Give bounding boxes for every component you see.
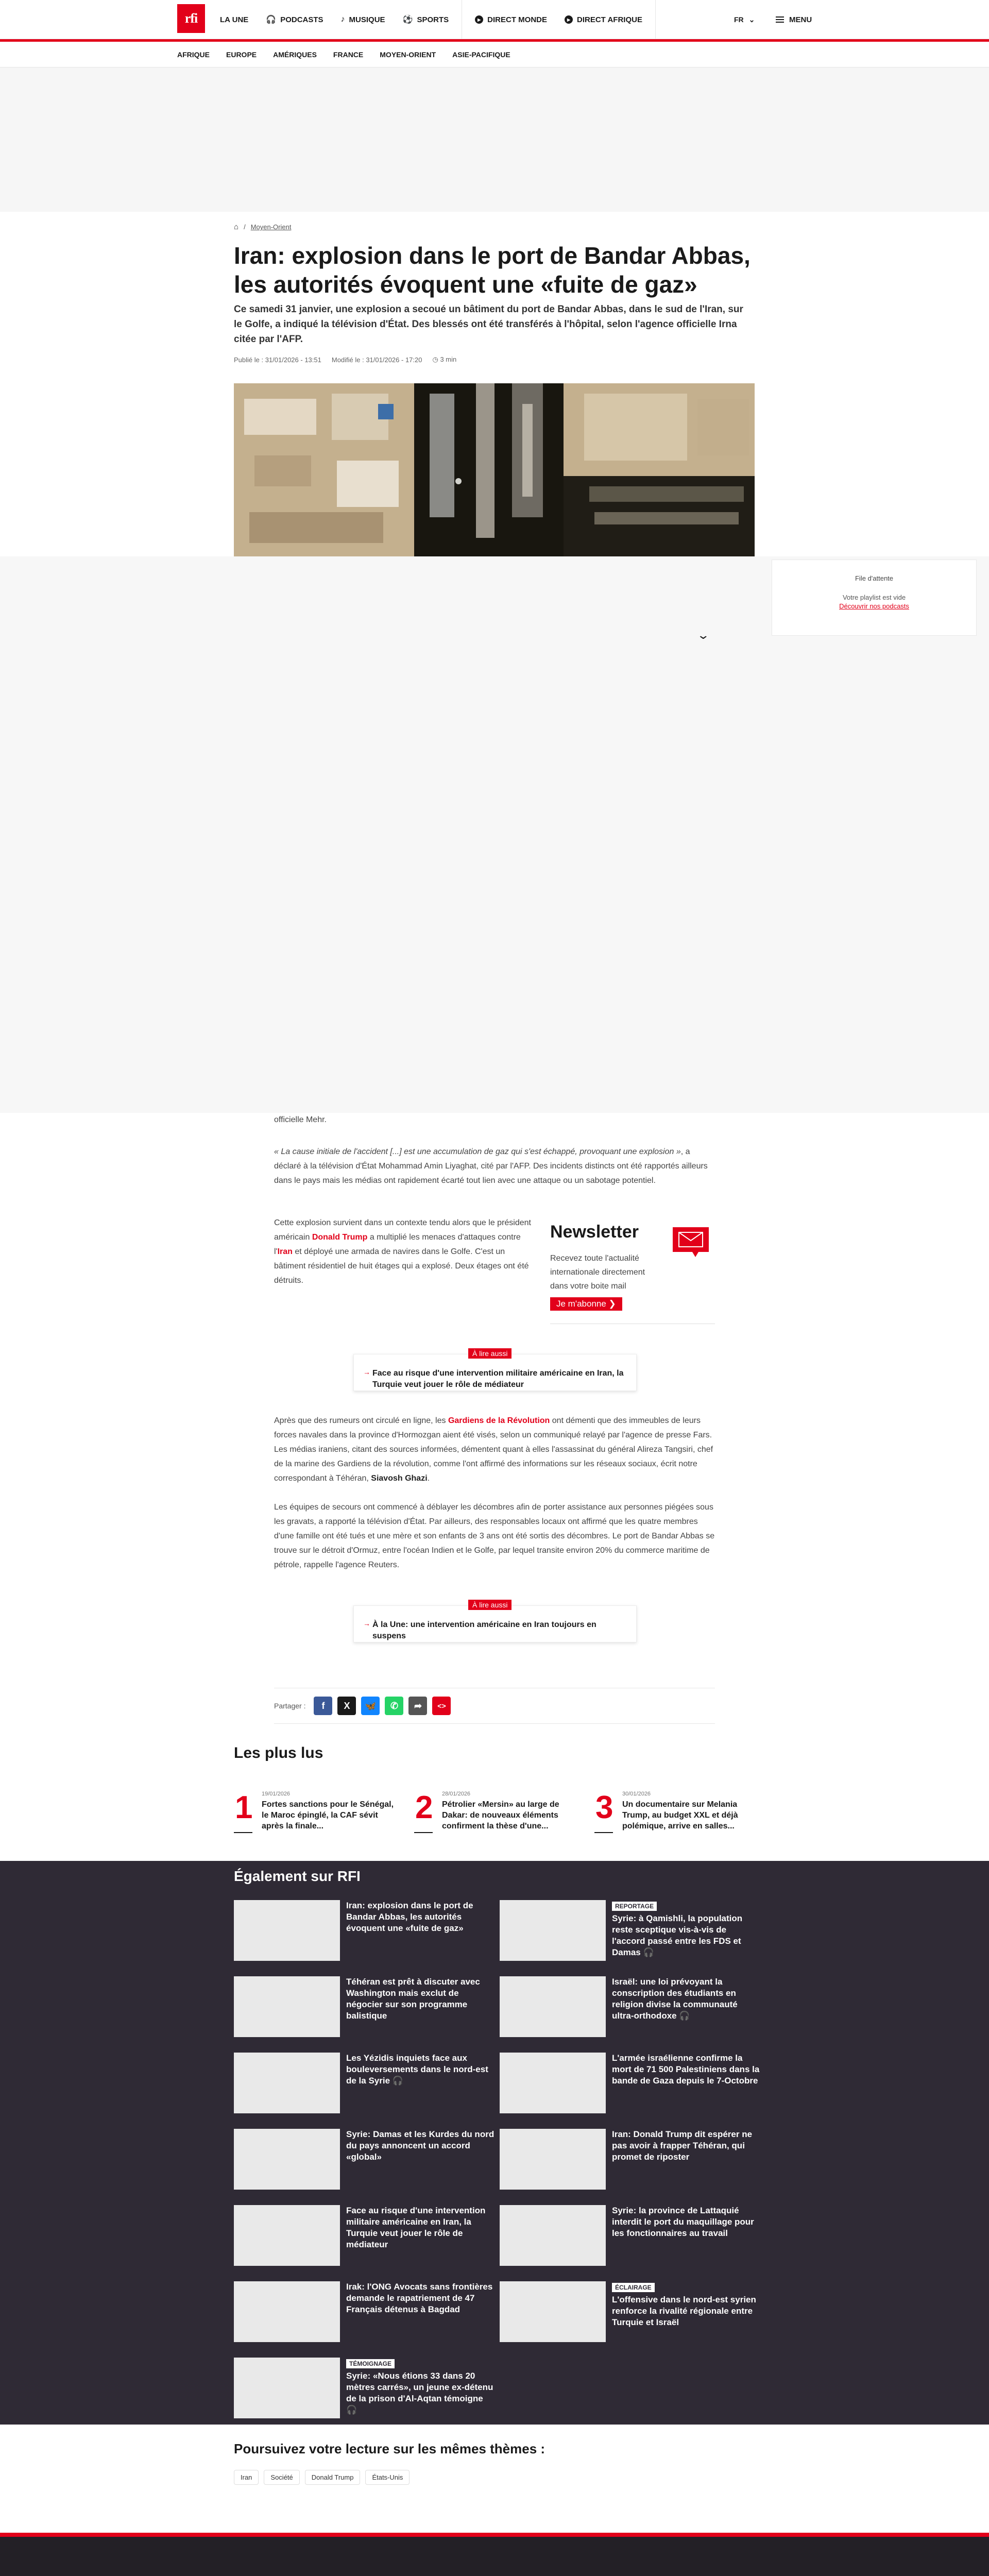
breadcrumb: [234, 223, 291, 231]
rfi-logo[interactable]: rfi: [177, 4, 205, 33]
headphones-icon: 🎧: [266, 15, 277, 24]
article-thumbnail: [500, 2053, 606, 2113]
article-card[interactable]: Israël: une loi prévoyant la conscription des étudiants en religion divise la communauté ultra-orthodoxe 🎧: [500, 1976, 760, 2038]
playlist-heading: File d'attente: [855, 574, 894, 582]
nav-podcasts[interactable]: 🎧 PODCASTS: [266, 15, 323, 24]
article-thumbnail: [500, 2129, 606, 2190]
bluesky-icon[interactable]: 🦋: [361, 1697, 380, 1715]
article-card[interactable]: Syrie: la province de Lattaquié interdit le port du maquillage pour les fonctionnaires au travail: [500, 2205, 760, 2267]
site-footer: [0, 2537, 989, 2576]
article-lead: Ce samedi 31 janvier, une explosion a secoué un bâtiment du port de Bandar Abbas, dans le sud de l'Iran, sur le Golfe, a indiqué la télévision d'État. Des blessés ont été transférés à l'hôpital, selon l'agence officielle Irna citée par l'AFP.: [234, 304, 743, 345]
media-overlay: [0, 556, 989, 1113]
link-gardiens-revolution[interactable]: Gardiens de la Révolution: [448, 1416, 550, 1425]
hero-image: [234, 383, 755, 556]
paragraph: Cette explosion survient dans un contexte tendu alors que le président américain Donald Trump a multiplié les menaces d'attaques contre l'Iran et déployé une armada de navires dans le Golfe. C'est un bâtiment résidentiel de huit étages qui a explosé. Deux étages ont été détruits.: [274, 1218, 531, 1285]
music-icon: ♪: [340, 15, 345, 24]
whatsapp-icon[interactable]: ✆: [385, 1697, 403, 1715]
playlist-panel: [772, 560, 977, 636]
article-thumbnail: [500, 1900, 606, 1961]
published-date: Publié le : 31/01/2026 - 13:51: [234, 355, 321, 364]
article-thumbnail: [234, 2281, 340, 2342]
article-card[interactable]: Téhéran est prêt à discuter avec Washington mais exclut de négocier sur son programme balistique: [234, 1976, 494, 2038]
tag-donald-trump[interactable]: Donald Trump: [305, 2470, 361, 2485]
menu-button[interactable]: MENU: [776, 0, 812, 39]
link-iran[interactable]: Iran: [277, 1247, 293, 1256]
arrow-icon: →: [363, 1368, 370, 1376]
read-also-tag: À lire aussi: [468, 1600, 511, 1610]
arrow-icon: →: [363, 1619, 370, 1628]
subscribe-button[interactable]: Je m'abonne ❯: [550, 1297, 622, 1311]
article-badge: TÉMOIGNAGE: [346, 2359, 395, 2368]
ball-icon: ⚽: [402, 15, 413, 24]
related-article-title: À la Une: une intervention américaine en Iran toujours en suspens: [372, 1620, 596, 1640]
section-moyen-orient[interactable]: MOYEN-ORIENT: [380, 50, 436, 59]
section-nav: [0, 42, 989, 67]
paragraph: officielle Mehr.: [274, 1115, 327, 1124]
play-icon: ▶: [475, 15, 483, 24]
footer-accent-line: [0, 2533, 989, 2537]
related-article-title: Face au risque d'une intervention militaire américaine en Iran, la Turquie veut jouer le rôle de médiateur: [372, 1369, 624, 1389]
article-card[interactable]: ÉCLAIRAGE L'offensive dans le nord-est syrien renforce la rivalité régionale entre Turquie et Israël: [500, 2281, 760, 2343]
article-card[interactable]: Les Yézidis inquiets face aux bouleversements dans le nord-est de la Syrie 🎧: [234, 2053, 494, 2114]
nav-direct-monde[interactable]: ▶ DIRECT MONDE: [466, 0, 556, 39]
article-card[interactable]: Syrie: Damas et les Kurdes du nord du pays annoncent un accord «global»: [234, 2129, 494, 2191]
newsletter-box: [550, 1216, 715, 1324]
article-thumbnail: [234, 2129, 340, 2190]
breadcrumb-moyen-orient[interactable]: Moyen-Orient: [250, 223, 292, 231]
article-meta: [234, 355, 456, 364]
tag-iran[interactable]: Iran: [234, 2470, 259, 2485]
article-card[interactable]: Iran: explosion dans le port de Bandar Abbas, les autorités évoquent une «fuite de gaz»: [234, 1900, 494, 1962]
read-time: ◷ 3 min: [432, 355, 457, 363]
nav-sports[interactable]: ⚽ SPORTS: [402, 15, 449, 24]
read-also-tag: À lire aussi: [468, 1348, 511, 1359]
article-thumbnail: [234, 2205, 340, 2266]
article-thumbnail: [234, 2053, 340, 2113]
nav-musique[interactable]: ♪ MUSIQUE: [340, 15, 385, 24]
section-europe[interactable]: EUROPE: [226, 50, 257, 59]
share-bar: [274, 1688, 715, 1724]
article-thumbnail: [500, 2205, 606, 2266]
article-thumbnail: [500, 2281, 606, 2342]
article-thumbnail: [234, 2358, 340, 2418]
nav-divider: [655, 0, 656, 39]
discover-podcasts-link[interactable]: Découvrir nos podcasts: [839, 602, 909, 610]
breadcrumb-separator: /: [244, 223, 246, 231]
modified-date: Modifié le : 31/01/2026 - 17:20: [331, 355, 422, 364]
x-icon[interactable]: X: [337, 1697, 356, 1715]
home-icon[interactable]: ⌂: [234, 223, 239, 231]
related-article-card[interactable]: [353, 1349, 637, 1391]
nav-direct-afrique[interactable]: ▶ DIRECT AFRIQUE: [556, 0, 651, 39]
share-icon[interactable]: ➦: [408, 1697, 427, 1715]
tag-etats-unis[interactable]: États-Unis: [365, 2470, 410, 2485]
article-thumbnail: [234, 1900, 340, 1961]
paragraph: « La cause initiale de l'accident [...] est une accumulation de gaz qui s'est échappé, provoquant une explosion », a déclaré à la télévision d'État Mohammad Amin Liyaghat, cité par l'AFP. Des incidents distincts ont été rapportés ailleurs dans le pays mais les médias ont rapidement écarté tout lien avec une attaque ou un sabotage potentiel.: [274, 1147, 708, 1185]
chevron-down-icon: ⌄: [748, 15, 755, 24]
article-title: Iran: explosion dans le port de Bandar Abbas, les autorités évoquent une «fuite de gaz»: [234, 242, 751, 298]
article-thumbnail: [234, 1976, 340, 2037]
also-on-rfi-section: [0, 1861, 989, 2425]
site-header: [0, 0, 989, 39]
most-read-title: Les plus lus: [234, 1744, 323, 1761]
language-selector[interactable]: FR ⌄: [734, 15, 755, 24]
article-card[interactable]: Face au risque d'une intervention militaire américaine en Iran, la Turquie veut jouer le rôle de médiateur: [234, 2205, 494, 2267]
also-on-rfi-title: Également sur RFI: [234, 1868, 361, 1884]
playlist-empty-text: Votre playlist est vide: [842, 594, 906, 601]
newsletter-title: Newsletter: [550, 1222, 639, 1242]
most-read-item[interactable]: 2 28/01/2026 Pétrolier «Mersin» au large de Dakar: de nouveaux éléments confirment la thèse d'une...: [414, 1791, 587, 1832]
article-card[interactable]: Iran: Donald Trump dit espérer ne pas avoir à frapper Téhéran, qui promet de riposter: [500, 2129, 760, 2191]
section-afrique[interactable]: AFRIQUE: [177, 50, 210, 59]
play-icon: ▶: [565, 15, 573, 24]
hamburger-icon: [776, 16, 784, 23]
port-aerial-photo: [234, 383, 755, 556]
newsletter-icon: [672, 1226, 710, 1258]
ad-placeholder: [0, 67, 989, 212]
themes-title: Poursuivez votre lecture sur les mêmes thèmes :: [234, 2441, 545, 2456]
article-card[interactable]: L'armée israélienne confirme la mort de 71 500 Palestiniens dans la bande de Gaza depuis le 7-Octobre: [500, 2053, 760, 2114]
article-card[interactable]: TÉMOIGNAGE Syrie: «Nous étions 33 dans 20 mètres carrés», un jeune ex-détenu de la prison d'Al-Aqtan témoigne 🎧: [234, 2358, 494, 2419]
section-france[interactable]: FRANCE: [333, 50, 364, 59]
chevron-down-icon[interactable]: ⌄: [696, 629, 710, 641]
article-thumbnail: [500, 1976, 606, 2037]
section-asie-pacifique[interactable]: ASIE-PACIFIQUE: [452, 50, 510, 59]
paragraph: Après que des rumeurs ont circulé en ligne, les Gardiens de la Révolution ont démenti que des immeubles de leurs forces navales dans la province d'Hormozgan aient été visés, selon un communiqué relayé par l'agence de presse Fars. Les médias iraniens, citant des sources informées, démentent quant à elles l'assassinat du général Alireza Tangsiri, chef de la marine des Gardiens de la révolution, comme l'ont affirmé des informations sur les réseaux sociaux, écrit notre correspondant à Téhéran, Siavosh Ghazi.: [274, 1416, 713, 1483]
paragraph: Les équipes de secours ont commencé à déblayer les décombres afin de porter assistance aux personnes piégées sous les gravats, a rapporté la télévision d'État. Par ailleurs, des responsables locaux ont affirmé que les quatre membres d'une famille ont été tués et une mère et son enfants de 3 ans ont été sortis des décombres. Le port de Bandar Abbas se trouve sur le détroit d'Ormuz, entre l'océan Indien et le Golfe, par lequel transite environ 20% du commerce maritime de pétrole, rappelle l'agence Reuters.: [274, 1503, 715, 1569]
theme-tags: [234, 2470, 410, 2485]
tag-societe[interactable]: Société: [264, 2470, 299, 2485]
newsletter-description: Recevez toute l'actualité internationale directement dans votre boite mail: [550, 1254, 645, 1291]
most-read-item[interactable]: 3 30/01/2026 Un documentaire sur Melania Trump, au budget XXL et déjà polémique, arrive en salles...: [594, 1791, 768, 1832]
article-card[interactable]: Irak: l'ONG Avocats sans frontières demande le rapatriement de 47 Français détenus à Bagdad: [234, 2281, 494, 2343]
nav-la-une[interactable]: LA UNE: [220, 15, 249, 24]
article-badge: ÉCLAIRAGE: [612, 2283, 655, 2292]
facebook-icon[interactable]: f: [314, 1697, 332, 1715]
link-donald-trump[interactable]: Donald Trump: [312, 1233, 368, 1242]
article-card[interactable]: REPORTAGE Syrie: à Qamishli, la population reste sceptique vis-à-vis de l'accord passé entre les FDS et Damas 🎧: [500, 1900, 760, 1962]
share-label: Partager :: [274, 1702, 306, 1710]
embed-icon[interactable]: <>: [432, 1697, 451, 1715]
section-ameriques[interactable]: AMÉRIQUES: [273, 50, 317, 59]
most-read-item[interactable]: 1 19/01/2026 Fortes sanctions pour le Sénégal, le Maroc épinglé, la CAF sévit après la finale...: [234, 1791, 407, 1832]
top-nav: [211, 0, 660, 39]
clock-icon: ◷: [432, 355, 440, 363]
article-badge: REPORTAGE: [612, 1902, 657, 1911]
related-article-card[interactable]: [353, 1601, 637, 1642]
